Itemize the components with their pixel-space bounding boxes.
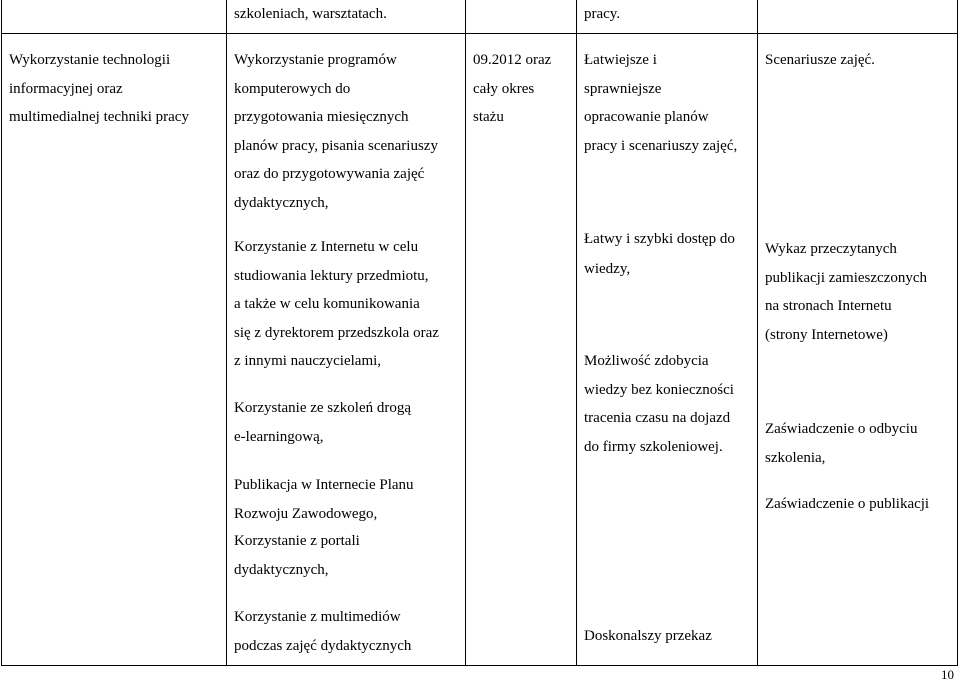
row1-col5-text: Scenariusze zajęć. [765, 52, 875, 68]
row2-col2-elearning-text: Korzystanie ze szkoleń drogą e-learningową, [234, 400, 412, 445]
top-row-col2-text: szkoleniach, warsztatach. [234, 6, 387, 22]
column-divider-3 [576, 0, 577, 666]
column-divider-2 [465, 0, 466, 666]
row2-col4-access-text: Łatwy i szybki dostęp do wiedzy, [584, 231, 735, 277]
row1-col4-text: Łatwiejsze i sprawniejsze opracowanie planów pracy i scenariuszy zajęć, [584, 52, 738, 154]
row2-col2-internet-text: Korzystanie z Internetu w celu studiowania lektury przedmiotu, a także w celu komunikowania się z dyrektorem przedszkola oraz z innymi nauczycielami, [234, 239, 439, 369]
column-divider-4 [757, 0, 758, 666]
row1-col2-text: Wykorzystanie programów komputerowych do przygotowania miesięcznych planów pracy, pisania scenariuszy oraz do przygotowywania zajęć dydaktycznych, [234, 52, 438, 211]
table-border-left [1, 0, 2, 666]
top-row-col4-text: pracy. [584, 6, 621, 22]
row2-col5-publication-cert-text: Zaświadczenie o publikacji [765, 496, 930, 512]
row2-col2-portals-text: Korzystanie z portali dydaktycznych, [234, 533, 360, 578]
row2-col2-publication-text: Publikacja w Internecie Planu Rozwoju Zawodowego, [234, 477, 414, 522]
table-border-right [957, 0, 958, 666]
row2-col4-knowledge-text: Możliwość zdobycia wiedzy bez konieczności tracenia czasu na dojazd do firmy szkoleniowej. [584, 353, 734, 455]
row2-col5-certificate-text: Zaświadczenie o odbyciu szkolenia, [765, 421, 918, 466]
row3-col2-text: Korzystanie z multimediów podczas zajęć dydaktycznych [234, 609, 412, 654]
row2-col5-list-text: Wykaz przeczytanych publikacji zamieszczonych na stronach Internetu (strony Internetowe) [765, 241, 928, 343]
row3-col4-text: Doskonalszy przekaz [584, 628, 712, 644]
table-border-bottom [1, 665, 958, 666]
column-divider-1 [226, 0, 227, 666]
row1-col3-text: 09.2012 oraz cały okres stażu [473, 52, 552, 125]
row-divider-top [1, 33, 958, 34]
row1-col1-text: Wykorzystanie technologii informacyjnej oraz multimedialnej techniki pracy [9, 52, 189, 125]
page-number: 10 [941, 667, 954, 682]
